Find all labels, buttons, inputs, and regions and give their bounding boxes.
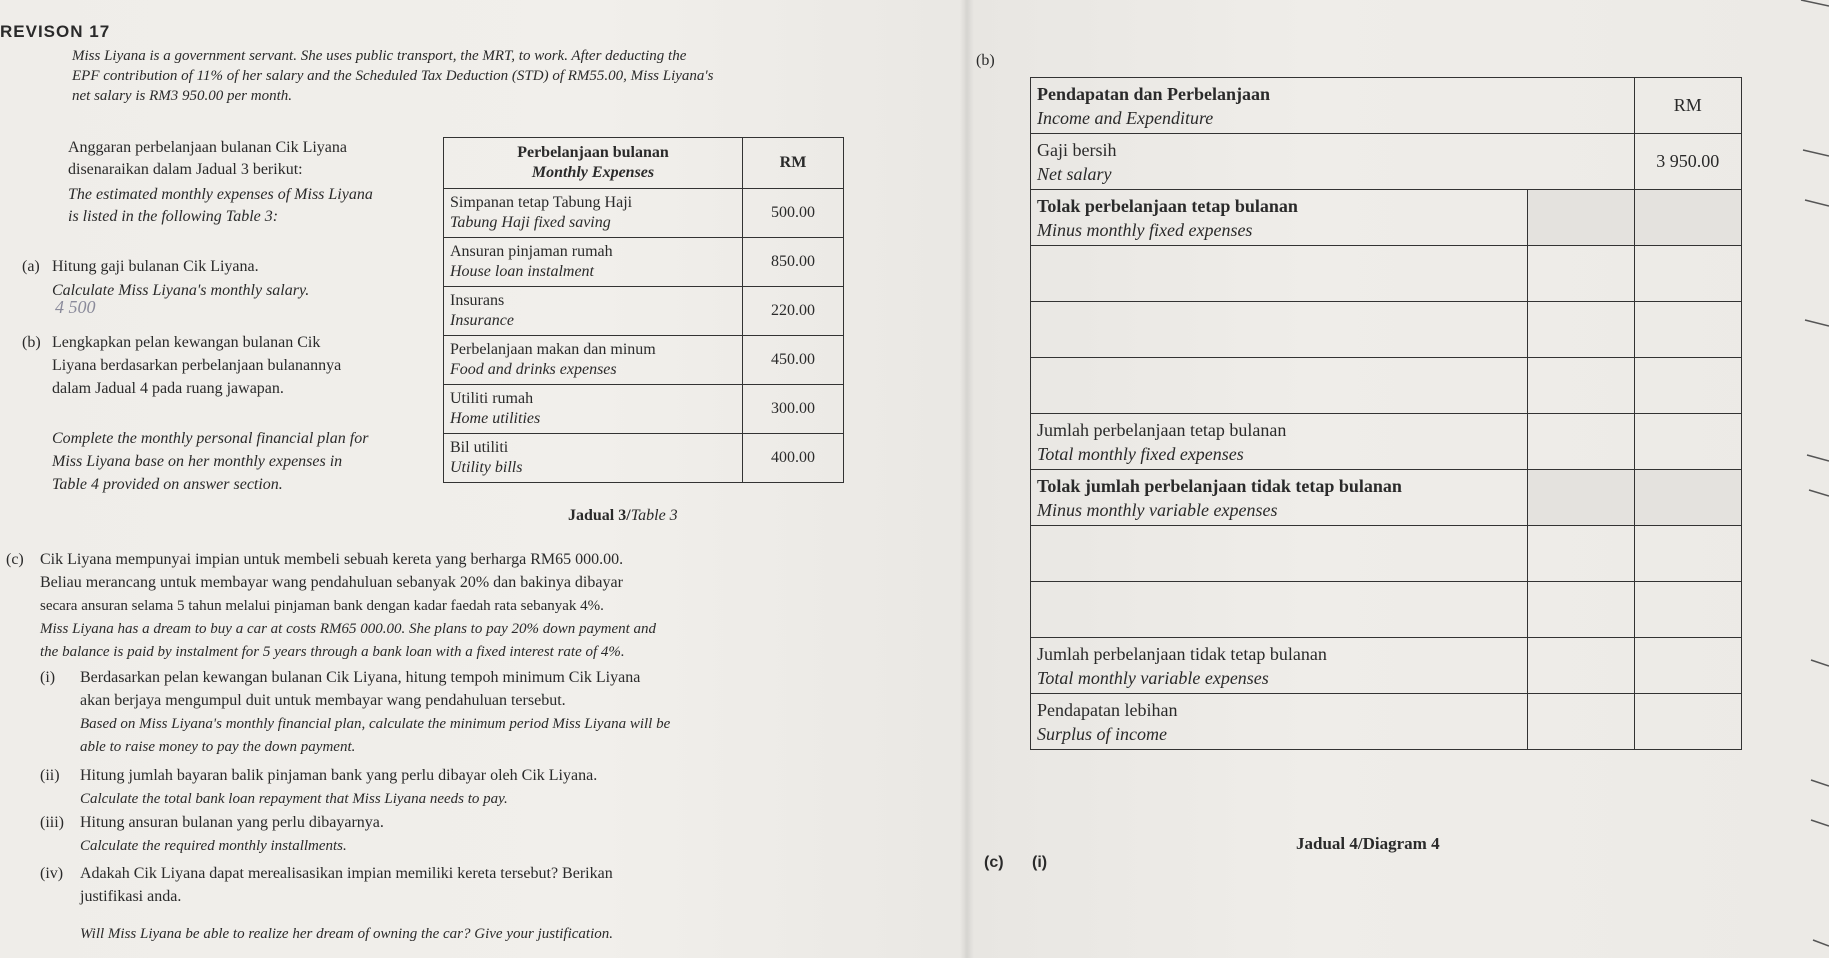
part-ii-malay: Hitung jumlah bayaran balik pinjaman bank yang perlu dibayar oleh Cik Liyana. <box>80 767 598 784</box>
answer-cell[interactable] <box>1031 246 1528 302</box>
page-fold <box>960 0 974 958</box>
caption-malay: Jadual 3/ <box>568 507 631 524</box>
budget-english-1: The estimated monthly expenses of Miss Liyana <box>68 186 373 203</box>
minus-variable-english: Minus monthly variable expenses <box>1037 499 1278 520</box>
page-edge-decoration <box>1789 0 1829 958</box>
handwritten-answer: 4 500 <box>55 297 96 317</box>
answer-cell[interactable] <box>1527 470 1634 526</box>
question-b-malay-2: Liyana berdasarkan perbelanjaan bulanannya <box>52 357 342 374</box>
answer-cell[interactable] <box>1527 358 1634 414</box>
income-expenditure-header <box>1031 78 1635 134</box>
answer-cell[interactable] <box>1527 582 1634 638</box>
rm-header: RM <box>1634 78 1742 134</box>
answer-cell[interactable] <box>1634 526 1742 582</box>
table-row <box>444 189 844 238</box>
part-iv-label: (iv) <box>40 865 64 882</box>
intro-line-1: Miss Liyana is a government servant. She uses public transport, the MRT, to work. After deducting the <box>72 48 687 64</box>
question-a-malay: Hitung gaji bulanan Cik Liyana. <box>52 258 259 275</box>
part-i-english-2: able to raise money to pay the down payment. <box>80 739 356 755</box>
answer-c-i-label: (i) <box>1032 854 1048 871</box>
minus-variable-label <box>1031 470 1528 526</box>
table-row <box>1031 190 1742 246</box>
part-iii-english: Calculate the required monthly installments. <box>80 838 347 854</box>
question-a-label: (a) <box>22 258 40 275</box>
total-fixed-malay: Jumlah perbelanjaan tetap bulanan <box>1037 419 1287 440</box>
total-fixed-label <box>1031 414 1528 470</box>
page-title: REVISON 17 <box>0 22 111 41</box>
table-row <box>1031 78 1742 134</box>
part-iv-malay-1: Adakah Cik Liyana dapat merealisasikan impian memiliki kereta tersebut? Berikan <box>80 865 613 882</box>
table-row <box>1031 694 1742 750</box>
expense-malay: Simpanan tetap Tabung Haji <box>450 194 633 211</box>
answer-cell[interactable] <box>1527 302 1634 358</box>
expense-english: Home utilities <box>450 410 541 427</box>
question-c-label: (c) <box>6 551 24 568</box>
part-i-malay-2: akan berjaya mengumpul duit untuk membayar wang pendahuluan tersebut. <box>80 692 566 709</box>
total-variable-malay: Jumlah perbelanjaan tidak tetap bulanan <box>1037 643 1327 664</box>
table-row <box>1031 414 1742 470</box>
header-malay: Perbelanjaan bulanan <box>517 144 669 161</box>
minus-fixed-english: Minus monthly fixed expenses <box>1037 219 1253 240</box>
minus-variable-malay: Tolak jumlah perbelanjaan tidak tetap bulanan <box>1037 475 1402 496</box>
answer-cell[interactable] <box>1527 414 1634 470</box>
part-iv-english: Will Miss Liyana be able to realize her dream of owning the car? Give your justification. <box>80 926 613 942</box>
answer-cell[interactable] <box>1527 694 1634 750</box>
expense-malay: Utiliti rumah <box>450 390 534 407</box>
answer-cell[interactable] <box>1634 246 1742 302</box>
answer-cell[interactable] <box>1031 582 1528 638</box>
caption-english: Table 3 <box>630 507 678 524</box>
question-a-english: Calculate Miss Liyana's monthly salary. <box>52 282 310 299</box>
answer-cell[interactable] <box>1634 470 1742 526</box>
table-row <box>444 385 844 434</box>
expense-english: Utility bills <box>450 459 523 476</box>
header-english: Income and Expenditure <box>1037 107 1214 128</box>
answer-cell[interactable] <box>1527 246 1634 302</box>
expense-value: 300.00 <box>743 385 844 434</box>
question-b-malay-1: Lengkapkan pelan kewangan bulanan Cik <box>52 334 321 351</box>
table-row <box>1031 582 1742 638</box>
answer-cell[interactable] <box>1634 358 1742 414</box>
table4-caption <box>1296 834 1440 854</box>
table-row <box>1031 638 1742 694</box>
table-row <box>444 238 844 287</box>
intro-line-2: EPF contribution of 11% of her salary and the Scheduled Tax Deduction (STD) of RM55.00, Miss Liyana's <box>72 68 714 84</box>
part-ii-english: Calculate the total bank loan repayment that Miss Liyana needs to pay. <box>80 791 508 807</box>
part-iv-malay-2: justifikasi anda. <box>80 888 182 905</box>
answer-cell[interactable] <box>1634 414 1742 470</box>
minus-fixed-label <box>1031 190 1528 246</box>
answer-cell[interactable] <box>1031 358 1528 414</box>
caption-malay: Jadual 4/ <box>1296 834 1363 853</box>
part-iii-label: (iii) <box>40 814 64 831</box>
expense-malay: Perbelanjaan makan dan minum <box>450 341 656 358</box>
part-ii-label: (ii) <box>40 767 60 784</box>
expense-english: Food and drinks expenses <box>450 361 617 378</box>
budget-malay-1: Anggaran perbelanjaan bulanan Cik Liyana <box>68 139 347 156</box>
answer-cell[interactable] <box>1634 694 1742 750</box>
budget-malay-2: disenaraikan dalam Jadual 3 berikut: <box>68 161 303 178</box>
answer-cell[interactable] <box>1634 582 1742 638</box>
expense-value: 400.00 <box>743 434 844 483</box>
surplus-english: Surplus of income <box>1037 723 1167 744</box>
answer-cell[interactable] <box>1634 190 1742 246</box>
table-header-row <box>444 138 844 189</box>
table3-caption <box>568 505 678 527</box>
expense-value: 450.00 <box>743 336 844 385</box>
answer-cell[interactable] <box>1031 526 1528 582</box>
section-b-label: (b) <box>976 52 995 69</box>
answer-cell[interactable] <box>1527 638 1634 694</box>
part-i-label: (i) <box>40 669 56 686</box>
question-c-english-1: Miss Liyana has a dream to buy a car at costs RM65 000.00. She plans to pay 20% down payment and <box>40 621 657 637</box>
question-b-english-1: Complete the monthly personal financial plan for <box>52 430 369 447</box>
question-c-malay-3: secara ansuran selama 5 tahun melalui pinjaman bank dengan kadar faedah rata sebanyak 4%. <box>40 598 604 614</box>
net-salary-value: 3 950.00 <box>1634 134 1742 190</box>
table-row <box>1031 302 1742 358</box>
surplus-malay: Pendapatan lebihan <box>1037 699 1178 720</box>
question-b-english-3: Table 4 provided on answer section. <box>52 476 283 493</box>
table-row <box>1031 358 1742 414</box>
expense-value: 500.00 <box>743 189 844 238</box>
surplus-label <box>1031 694 1528 750</box>
expense-value: 850.00 <box>743 238 844 287</box>
caption-english: Diagram 4 <box>1362 834 1440 853</box>
answer-cell[interactable] <box>1527 526 1634 582</box>
expense-malay: Insurans <box>450 292 505 309</box>
question-b-english-2: Miss Liyana base on her monthly expenses in <box>52 453 343 470</box>
total-variable-label <box>1031 638 1528 694</box>
total-fixed-english: Total monthly fixed expenses <box>1037 443 1244 464</box>
table-header-expenses <box>444 138 743 189</box>
expense-malay: Ansuran pinjaman rumah <box>450 243 613 260</box>
total-variable-english: Total monthly variable expenses <box>1037 667 1269 688</box>
question-c-malay-1: Cik Liyana mempunyai impian untuk membeli sebuah kereta yang berharga RM65 000.00. <box>40 551 624 568</box>
table-header-rm: RM <box>743 138 844 189</box>
question-c-malay-2: Beliau merancang untuk membayar wang pendahuluan sebanyak 20% dan bakinya dibayar <box>40 574 623 591</box>
budget-english-2: is listed in the following Table 3: <box>68 208 279 225</box>
expense-english: House loan instalment <box>450 263 594 280</box>
expense-english: Tabung Haji fixed saving <box>450 214 611 231</box>
net-salary-label <box>1031 134 1635 190</box>
answer-cell[interactable] <box>1031 302 1528 358</box>
expense-value: 220.00 <box>743 287 844 336</box>
question-c-english-2: the balance is paid by instalment for 5 years through a bank loan with a fixed interest rate of 4%. <box>40 644 625 660</box>
expense-english: Insurance <box>450 312 514 329</box>
header-malay: Pendapatan dan Perbelanjaan <box>1037 83 1271 104</box>
table-row <box>1031 246 1742 302</box>
question-b-malay-3: dalam Jadual 4 pada ruang jawapan. <box>52 380 284 397</box>
table-row <box>1031 526 1742 582</box>
monthly-expenses-table <box>443 137 844 483</box>
header-english: Monthly Expenses <box>531 164 655 181</box>
expense-malay: Bil utiliti <box>450 439 509 456</box>
answer-cell[interactable] <box>1527 190 1634 246</box>
part-iii-malay: Hitung ansuran bulanan yang perlu dibayarnya. <box>80 814 384 831</box>
part-i-english-1: Based on Miss Liyana's monthly financial plan, calculate the minimum period Miss Liyana will be <box>80 716 671 732</box>
table-row <box>444 336 844 385</box>
answer-cell[interactable] <box>1634 302 1742 358</box>
part-i-malay-1: Berdasarkan pelan kewangan bulanan Cik Liyana, hitung tempoh minimum Cik Liyana <box>80 669 641 686</box>
answer-c-label: (c) <box>984 854 1004 871</box>
table-row <box>1031 470 1742 526</box>
net-salary-malay: Gaji bersih <box>1037 139 1117 160</box>
intro-line-3: net salary is RM3 950.00 per month. <box>72 88 292 104</box>
answer-cell[interactable] <box>1634 638 1742 694</box>
table-row <box>1031 134 1742 190</box>
table-row <box>444 434 844 483</box>
minus-fixed-malay: Tolak perbelanjaan tetap bulanan <box>1037 195 1298 216</box>
net-salary-english: Net salary <box>1037 163 1112 184</box>
table-row <box>444 287 844 336</box>
financial-plan-table <box>1030 77 1742 750</box>
question-b-label: (b) <box>22 334 41 351</box>
